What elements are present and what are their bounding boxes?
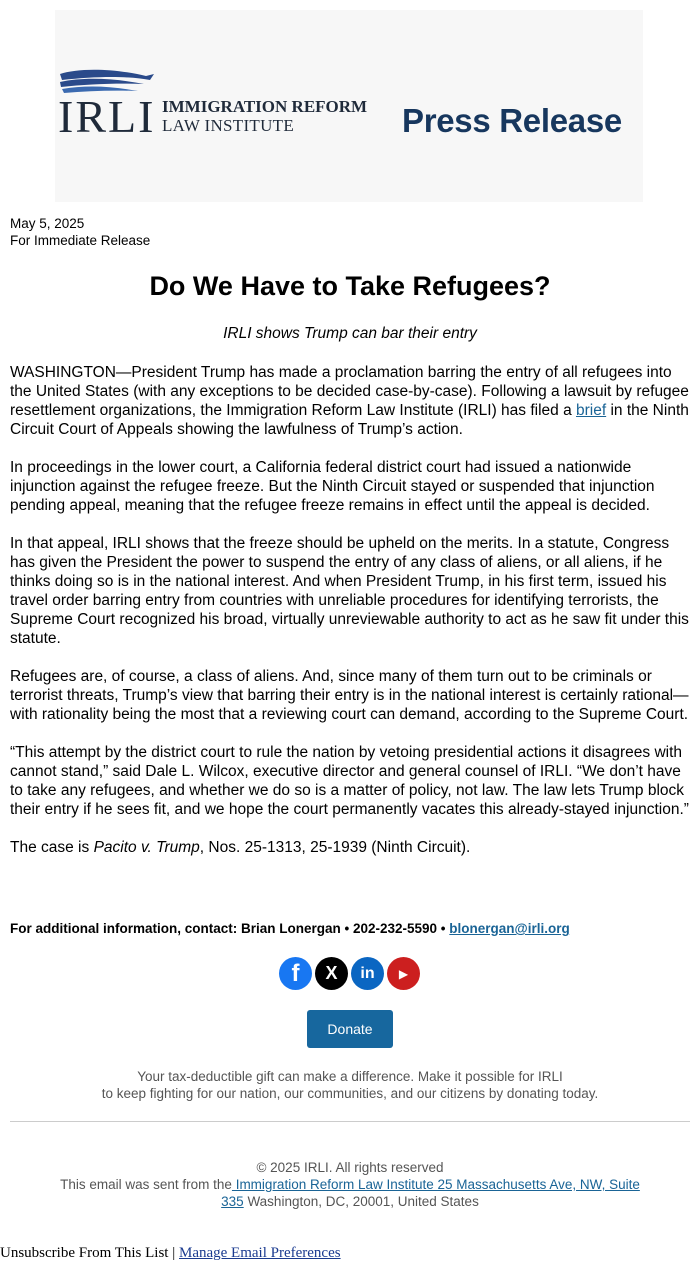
logo-line-1: IMMIGRATION REFORM — [162, 97, 368, 116]
headline: Do We Have to Take Refugees? — [149, 271, 551, 301]
sender-line-2: 335 Washington, DC, 20001, United States — [221, 1194, 479, 1209]
dateline — [10, 215, 150, 249]
donation-message-line-2: to keep fighting for our nation, our communities, and our citizens by donating today. — [101, 1086, 599, 1101]
logo-letters: IRLI — [58, 91, 156, 142]
linkedin-icon[interactable]: in — [351, 957, 384, 990]
address-link-suite[interactable]: 335 — [221, 1194, 244, 1209]
paragraph-5: “This attempt by the district court to rule the nation by vetoing presidential actions it disagrees with cannot stand,” said Dale L. Wilcox, executive director and general counsel of IRLI. “We don’t have to take any refugees, and whether we do so is a matter of policy, not law. The law lets Trump block their entry if he sees fit, and we hope the court permanently vacates this already-stayed injunction.” — [10, 744, 689, 818]
brief-link[interactable]: brief — [576, 402, 607, 419]
case-name: Pacito v. Trump — [93, 839, 200, 856]
donation-message-line-1: Your tax-deductible gift can make a difference. Make it possible for IRLI — [137, 1069, 563, 1084]
social-links — [279, 957, 421, 991]
copyright: © 2025 IRLI. All rights reserved — [256, 1160, 444, 1175]
contact-email-link[interactable]: blonergan@irli.org — [449, 921, 570, 936]
paragraph-2: In proceedings in the lower court, a California federal district court had issued a nationwide injunction against the refugee freeze. But the Ninth Circuit stayed or suspended that injunction pending appeal, meaning that the refugee freeze remains in effect until the appeal is decided. — [10, 459, 655, 514]
facebook-icon[interactable]: f — [279, 957, 312, 990]
paragraph-3: In that appeal, IRLI shows that the freeze should be upheld on the merits. In a statute, Congress has given the President the power to suspend the entry of any class of aliens, or all aliens, if he thinks doing so is in the national interest. And when President Trump, in his first term, issued his travel order barring entry from countries with unreliable procedures for identifying terrorists, the Supreme Court recognized his broad, virtually unreviewable authority to act as he saw fit under this statute. — [10, 535, 689, 647]
unsubscribe-bar — [0, 1244, 341, 1262]
paragraph-1: WASHINGTON—President Trump has made a proclamation barring the entry of all refugees into the United States (with any exceptions to be decided case-by-case). Following a lawsuit by refugee resettlement organizations, the Immigration Reform Law Institute (IRLI) has filed a brief in the Ninth Circuit Court of Appeals showing the lawfulness of Trump’s action. — [10, 364, 689, 438]
article-body — [10, 363, 692, 876]
logo-line-2: LAW INSTITUTE — [162, 116, 295, 135]
email-footer — [0, 1159, 700, 1210]
paragraph-4: Refugees are, of course, a class of aliens. And, since many of them turn out to be criminals or terrorist threats, Trump’s view that barring their entry is in the national interest is certainly rational— with rationality being the most that a reviewing court can demand, according to the Supreme Court. — [10, 668, 689, 723]
irli-logo[interactable] — [58, 66, 378, 142]
release-date: May 5, 2025 — [10, 216, 85, 231]
donation-message — [0, 1068, 700, 1102]
contact-line: For additional information, contact: Brian Lonergan • 202-232-5590 • blonergan@irli.org — [10, 921, 570, 936]
donate-button[interactable]: Donate — [307, 1010, 393, 1048]
manage-preferences-link[interactable]: Manage Email Preferences — [179, 1245, 341, 1261]
sender-line-1: This email was sent from the Immigration Reform Law Institute 25 Massachusetts Ave, NW, Suite — [60, 1177, 640, 1192]
footer-divider — [10, 1121, 690, 1122]
unsubscribe-link[interactable]: Unsubscribe From This List — [0, 1245, 169, 1261]
subheadline: IRLI shows Trump can bar their entry — [223, 325, 477, 342]
release-status: For Immediate Release — [10, 233, 151, 248]
paragraph-6: The case is Pacito v. Trump, Nos. 25-1313, 25-1939 (Ninth Circuit). — [10, 839, 471, 856]
press-release-title: Press Release — [402, 102, 622, 139]
unsubscribe-separator: | — [168, 1245, 179, 1261]
address-link[interactable]: Immigration Reform Law Institute 25 Massachusetts Ave, NW, Suite — [231, 1177, 640, 1192]
logo-organization-name — [162, 97, 367, 135]
x-twitter-icon[interactable]: X — [315, 957, 348, 990]
youtube-icon[interactable]: ▶ — [387, 957, 420, 990]
